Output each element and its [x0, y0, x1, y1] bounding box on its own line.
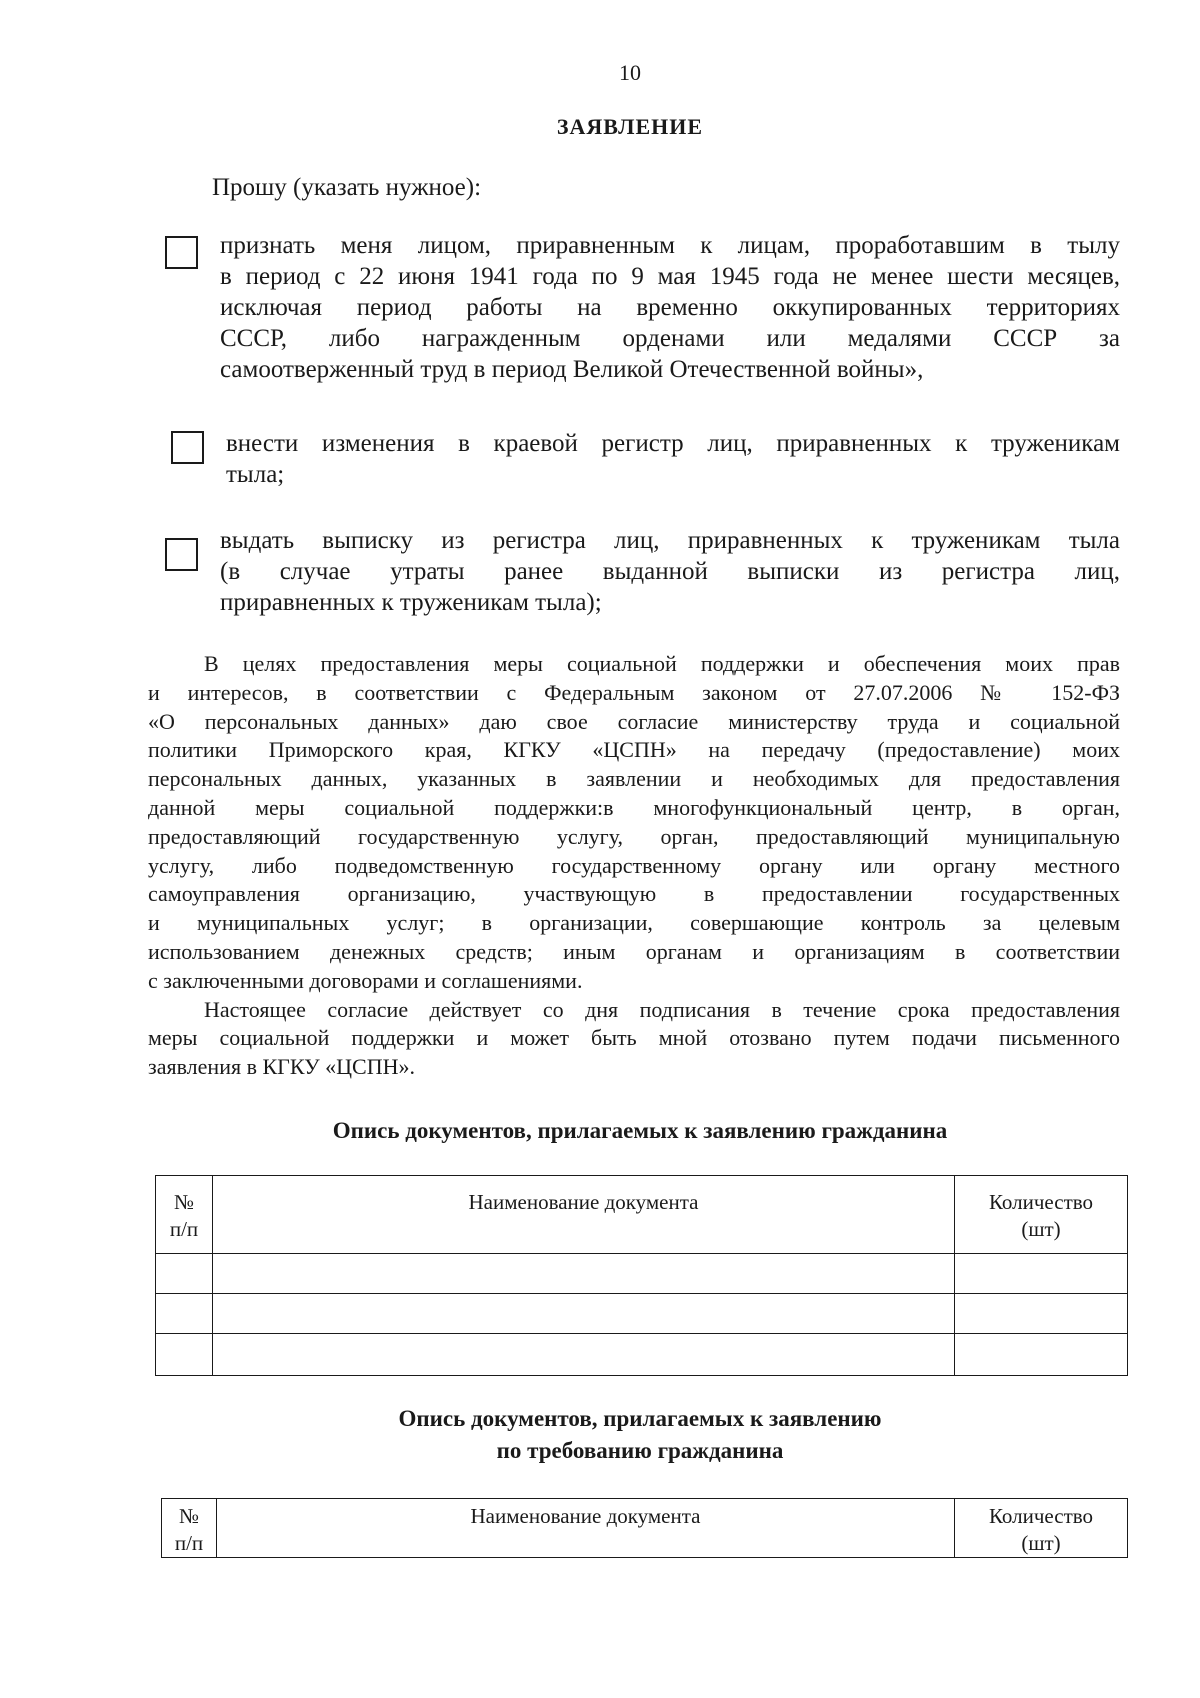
option-line: в период с 22 июня 1941 года по 9 мая 1945 года не менее шести месяцев, [220, 263, 1120, 290]
consent-line: «О персональных данных» даю свое согласие министерству труда и социальной [148, 708, 1120, 734]
consent-line: самоуправления организацию, участвующую в предоставлении государственных [148, 881, 1120, 907]
consent-line: услугу, либо подведомственную государственному органу или органу местного [148, 852, 1120, 878]
table-row [156, 1334, 1128, 1376]
consent-line: заявления в КГКУ «ЦСПН». [148, 1054, 416, 1080]
consent-line: персональных данных, указанных в заявлении и необходимых для предоставления [148, 766, 1120, 792]
option-line: приравненных к труженикам тыла); [220, 589, 602, 616]
table-row [156, 1254, 1128, 1294]
consent-line: политики Приморского края, КГКУ «ЦСПН» на передачу (предоставление) моих [148, 737, 1120, 763]
consent-line: с заключенными договорами и соглашениями. [148, 967, 583, 993]
page-number: 10 [619, 60, 641, 85]
cell-quantity[interactable] [955, 1254, 1128, 1294]
consent-line: использованием денежных средств; иным органам и организациям в соответствии [148, 938, 1120, 964]
inventory-1-table [155, 1175, 1128, 1376]
cell-document-name[interactable] [213, 1294, 955, 1334]
consent-line: и муниципальных услуг; в организации, совершающие контроль за целевым [148, 910, 1120, 936]
option-1-text [220, 230, 1120, 385]
cell-number[interactable] [156, 1294, 213, 1334]
header-document-name: Наименование документа [217, 1499, 955, 1558]
header-number-line2: п/п [169, 1217, 199, 1241]
consent-line: меры социальной поддержки и может быть мной отозвано путем подачи письменного [148, 1025, 1120, 1051]
inventory-2-title [140, 1403, 1140, 1467]
consent-paragraph [148, 650, 1120, 1082]
cell-quantity[interactable] [955, 1294, 1128, 1334]
option-line: выдать выписку из регистра лиц, приравненных к труженикам тыла [220, 527, 1120, 554]
consent-line: Настоящее согласие действует со дня подписания в течение срока предоставления [204, 996, 1120, 1022]
header-quantity-line2: (шт) [1021, 1217, 1061, 1241]
option-line: внести изменения в краевой регистр лиц, приравненных к труженикам [226, 430, 1120, 457]
cell-document-name[interactable] [213, 1254, 955, 1294]
header-quantity [955, 1176, 1128, 1254]
header-number [162, 1499, 217, 1558]
cell-number[interactable] [156, 1334, 213, 1376]
header-number [156, 1176, 213, 1254]
cell-number[interactable] [156, 1254, 213, 1294]
inventory-2-table [161, 1498, 1128, 1558]
option-3-checkbox[interactable] [165, 538, 198, 571]
request-prompt: Прошу (указать нужное): [212, 174, 482, 201]
header-quantity-line2: (шт) [1021, 1531, 1061, 1555]
page-title: ЗАЯВЛЕНИЕ [556, 114, 704, 139]
option-3-text [220, 525, 1120, 618]
option-line: (в случае утраты ранее выданной выписки из регистра лиц, [220, 558, 1120, 585]
cell-document-name[interactable] [213, 1334, 955, 1376]
option-line: самоотверженный труд в период Великой Отечественной войны», [220, 356, 924, 383]
option-1-checkbox[interactable] [165, 236, 198, 269]
option-2-text [226, 428, 1120, 490]
consent-line: данной меры социальной поддержки:в многофункциональный центр, в орган, [148, 794, 1120, 820]
option-line: признать меня лицом, приравненным к лицам, проработавшим в тылу [220, 232, 1120, 259]
header-number-line1: № [178, 1504, 200, 1528]
table-row [156, 1294, 1128, 1334]
option-line: тыла; [226, 461, 285, 488]
table-header-row [156, 1176, 1128, 1254]
header-number-line1: № [173, 1190, 195, 1214]
header-document-name: Наименование документа [213, 1176, 955, 1254]
consent-line: В целях предоставления меры социальной поддержки и обеспечения моих прав [204, 651, 1120, 676]
cell-quantity[interactable] [955, 1334, 1128, 1376]
header-number-line2: п/п [174, 1531, 204, 1555]
option-line: СССР, либо награжденным орденами или медалями СССР за [220, 325, 1120, 352]
inventory-2-title-line1: Опись документов, прилагаемых к заявлению [398, 1406, 882, 1431]
option-2-checkbox[interactable] [171, 431, 204, 464]
header-quantity-line1: Количество [988, 1190, 1094, 1214]
consent-line: и интересов, в соответствии с Федеральным законом от 27.07.2006 № 152-ФЗ [148, 679, 1120, 705]
header-quantity-line1: Количество [988, 1504, 1094, 1528]
inventory-2-title-line2: по требованию гражданина [496, 1438, 784, 1463]
inventory-1-title: Опись документов, прилагаемых к заявлению гражданина [332, 1118, 948, 1143]
table-header-row [162, 1499, 1128, 1558]
consent-line: предоставляющий государственную услугу, орган, предоставляющий муниципальную [148, 823, 1120, 849]
header-quantity [955, 1499, 1128, 1558]
option-line: исключая период работы на временно оккупированных территориях [220, 294, 1120, 321]
